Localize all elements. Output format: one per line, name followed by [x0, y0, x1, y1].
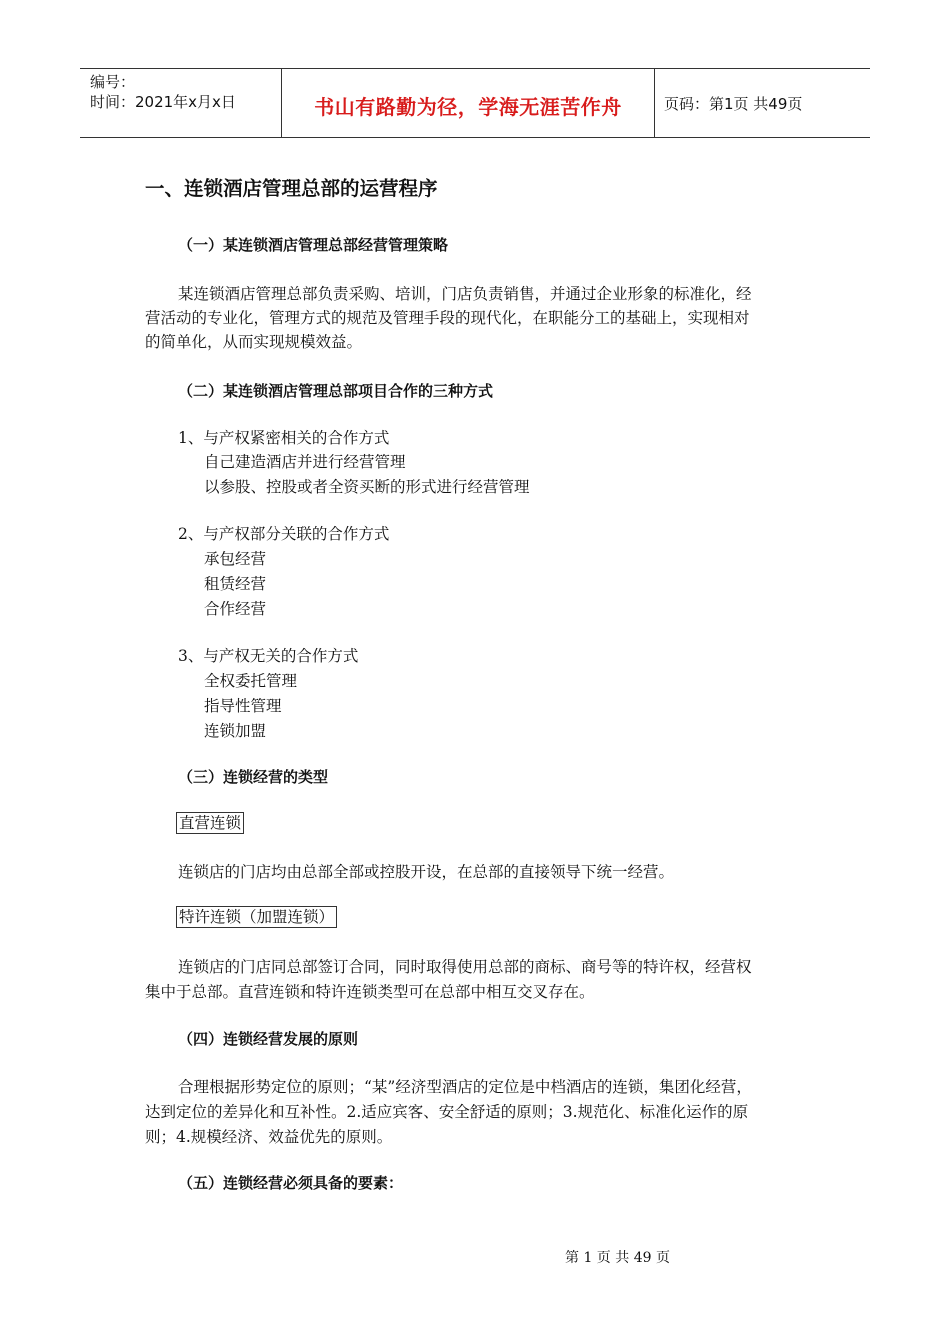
list-item: 连锁加盟: [204, 722, 267, 740]
section-2-heading: （二）某连锁酒店管理总部项目合作的三种方式: [178, 382, 494, 400]
paragraph-line: 则；4.规模经济、效益优先的原则。: [145, 1128, 393, 1146]
list-item: 指导性管理: [204, 697, 282, 715]
section-1-heading: （一）某连锁酒店管理总部经营管理策略: [178, 236, 449, 254]
header-page-cell: [654, 69, 870, 137]
list-item: 承包经营: [204, 550, 267, 568]
header-meta-cell: [80, 69, 280, 137]
list-group-title: 2、与产权部分关联的合作方式: [178, 525, 390, 543]
header-motto-cell: [281, 69, 655, 137]
paragraph-line: 合理根据形势定位的原则；“某”经济型酒店的定位是中档酒店的连锁，集团化经营，: [178, 1078, 752, 1096]
paragraph-line: 连锁店的门店同总部签订合同，同时取得使用总部的商标、商号等的特许权，经营权: [178, 958, 752, 976]
section-4-heading: （四）连锁经营发展的原则: [178, 1030, 359, 1048]
section-3-heading: （三）连锁经营的类型: [178, 768, 329, 786]
list-item: 合作经营: [204, 600, 267, 618]
paragraph-line: 连锁店的门店均由总部全部或控股开设，在总部的直接领导下统一经营。: [178, 863, 675, 881]
paragraph-line: 达到定位的差异化和互补性。2.适应宾客、安全舒适的原则；3.规范化、标准化运作的原: [145, 1103, 749, 1121]
section-5-heading: （五）连锁经营必须具备的要素：: [178, 1174, 404, 1192]
list-group-title: 3、与产权无关的合作方式: [178, 647, 359, 665]
list-item: 自己建造酒店并进行经营管理: [204, 453, 406, 471]
date-label: 时间：2021年x月x日: [90, 93, 236, 111]
page-title: 一、连锁酒店管理总部的运营程序: [145, 177, 438, 200]
document-header: [80, 68, 870, 138]
paragraph-line: 营活动的专业化，管理方式的规范及管理手段的现代化，在职能分工的基础上，实现相对: [145, 309, 750, 327]
chain-type-direct-box: 直营连锁: [176, 812, 244, 834]
page-footer: 第 1 页 共 49 页: [565, 1250, 670, 1266]
list-group-title: 1、与产权紧密相关的合作方式: [178, 429, 390, 447]
paragraph-line: 的简单化，从而实现规模效益。: [145, 333, 363, 351]
list-item: 全权委托管理: [204, 672, 298, 690]
page-label: 页码：第1页 共49页: [664, 95, 803, 113]
motto-text: 书山有路勤为径，学海无涯苦作舟: [314, 95, 622, 119]
list-item: 租赁经营: [204, 575, 267, 593]
list-item: 以参股、控股或者全资买断的形式进行经营管理: [204, 478, 530, 496]
chain-type-franchise-box: 特许连锁（加盟连锁）: [176, 906, 337, 928]
paragraph-line: 集中于总部。直营连锁和特许连锁类型可在总部中相互交叉存在。: [145, 983, 595, 1001]
number-label: 编号：: [90, 73, 136, 91]
paragraph-line: 某连锁酒店管理总部负责采购、培训，门店负责销售，并通过企业形象的标准化，经: [178, 285, 752, 303]
